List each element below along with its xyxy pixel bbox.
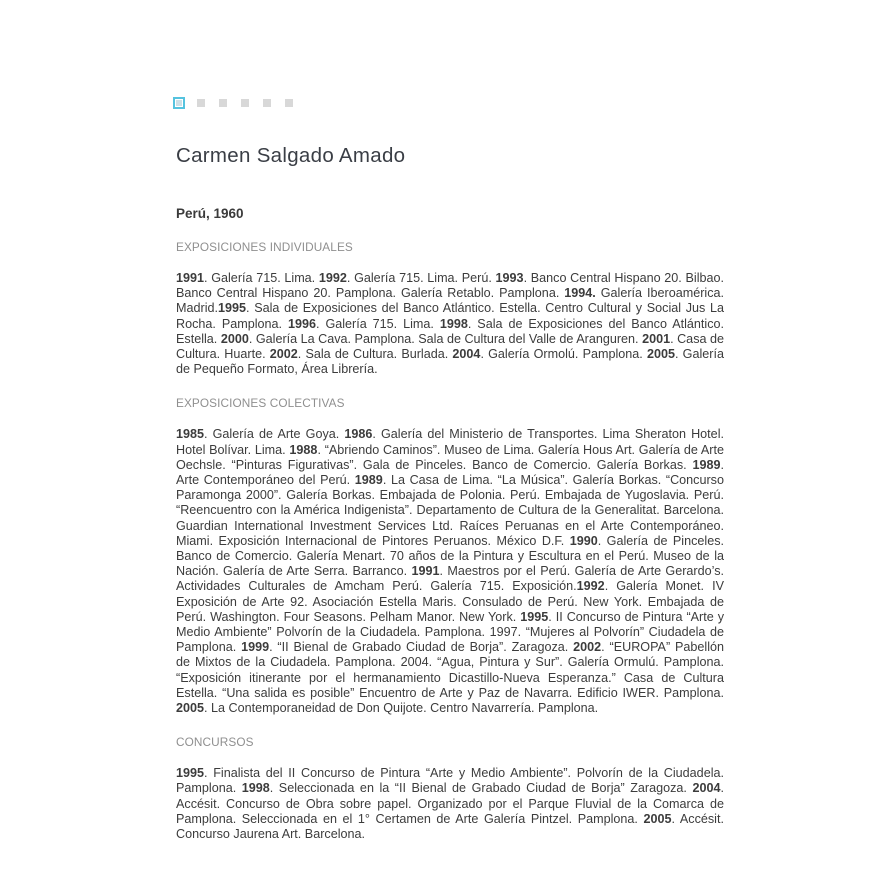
document-content — [176, 144, 724, 858]
section-heading-concursos: CONCURSOS — [176, 735, 254, 750]
section-heading-exposiciones-colectivas: EXPOSICIONES COLECTIVAS — [176, 396, 345, 411]
page-indicator-square — [219, 99, 227, 107]
page-indicator-square — [263, 99, 271, 107]
artist-origin: Perú, 1960 — [176, 206, 244, 221]
section-heading-exposiciones-individuales: EXPOSICIONES INDIVIDUALES — [176, 240, 353, 254]
section-body-exposiciones-colectivas: 1985. Galería de Arte Goya. 1986. Galería del Ministerio de Transportes. Lima Sheraton Hotel. Hotel Bolívar. Lima. 1988. “Abriendo Caminos”. Museo de Lima. Galería Hous Art. Galería de Arte Oechsle. “Pinturas Figurativas”. Gala de Pinceles. Banco de Comercio. Galería Borkas. 1989. Arte Contemporáneo del Perú. 1989. La Casa de Lima. “La Música”. Galería Borkas. “Concurso Paramonga 2000”. Galería Borkas. Embajada de Polonia. Perú. Embajada de Yugoslavia. Perú. “Reencuentro con la América Indigenista”. Departamento de Cultura de la Generalitat. Barcelona. Guardian International Investment Services Ltd. Raíces Peruanas en el Arte Contemporáneo. Miami. Exposición Internacional de Pintores Peruanos. México D.F. 1990. Galería de Pinceles. Banco de Comercio. Galería Menart. 70 años de la Pintura y Escultura en el Perú. Museo de la Nación. Galería de Arte Serra. Barranco. 1991. Maestros por el Perú. Galería de Arte Gerardo’s. Actividades Culturales de Amcham Perú. Galería 715. Exposición.1992. Galería Monet. IV Exposición de Arte 92. Asociación Estella Maris. Consulado de Perú. New York. Embajada de Perú. Washington. Four Seasons. Pelham Manor. New York. 1995. II Concurso de Pintura “Arte y Medio Ambiente” Polvorín de la Ciudadela. Pamplona. 1997. “Mujeres al Polvorín” Ciudadela de Pamplona. 1999. “II Bienal de Grabado Ciudad de Borja”. Zaragoza. 2002. “EUROPA” Pabellón de Mixtos de la Ciudadela. Pamplona. 2004. “Agua, Pintura y Sur”. Galería Ormulú. Pamplona. “Exposición itinerante por el hermanamiento Dicastillo-Nueva Esperanza.” Casa de Cultura Estella. “Una salida es posible” Encuentro de Arte y Paz de Navarra. Edificio IWER. Pamplona. 2005. La Contemporaneidad de Don Quijote. Centro Navarrería. Pamplona. — [176, 427, 725, 716]
page-indicator-square — [241, 99, 249, 107]
section-body-exposiciones-individuales: 1991. Galería 715. Lima. 1992. Galería 715. Lima. Perú. 1993. Banco Central Hispano 20. Bilbao. Banco Central Hispano 20. Pamplona. Galería Retablo. Pamplona. 1994. Galería Iberoamérica. Madrid.1995. Sala de Exposiciones del Banco Atlántico. Estella. Centro Cultural y Social Jus La Rocha. Pamplona. 1996. Galería 715. Lima. 1998. Sala de Exposiciones del Banco Atlántico. Estella. 2000. Galería La Cava. Pamplona. Sala de Cultura del Valle de Aranguren. 2001. Casa de Cultura. Huarte. 2002. Sala de Cultura. Burlada. 2004. Galería Ormolú. Pamplona. 2005. Galería de Pequeño Formato, Área Librería. — [176, 271, 724, 377]
page-indicator-square — [197, 99, 205, 107]
page-indicator-square-active — [173, 97, 185, 109]
page-indicator-row — [173, 97, 307, 109]
section-body-concursos: 1995. Finalista del II Concurso de Pintura “Arte y Medio Ambiente”. Polvorín de la Ciudadela. Pamplona. 1998. Seleccionada en la “II Bienal de Grabado Ciudad de Borja” Zaragoza. 2004. Accésit. Concurso de Obra sobre papel. Organizado por el Parque Fluvial de la Comarca de Pamplona. Seleccionada en el 1° Certamen de Arte Galería Pintzel. Pamplona. 2005. Accésit. Concurso Jaurena Art. Barcelona. — [176, 766, 724, 842]
page-indicator-square — [285, 99, 293, 107]
page-title: Carmen Salgado Amado — [176, 144, 406, 167]
